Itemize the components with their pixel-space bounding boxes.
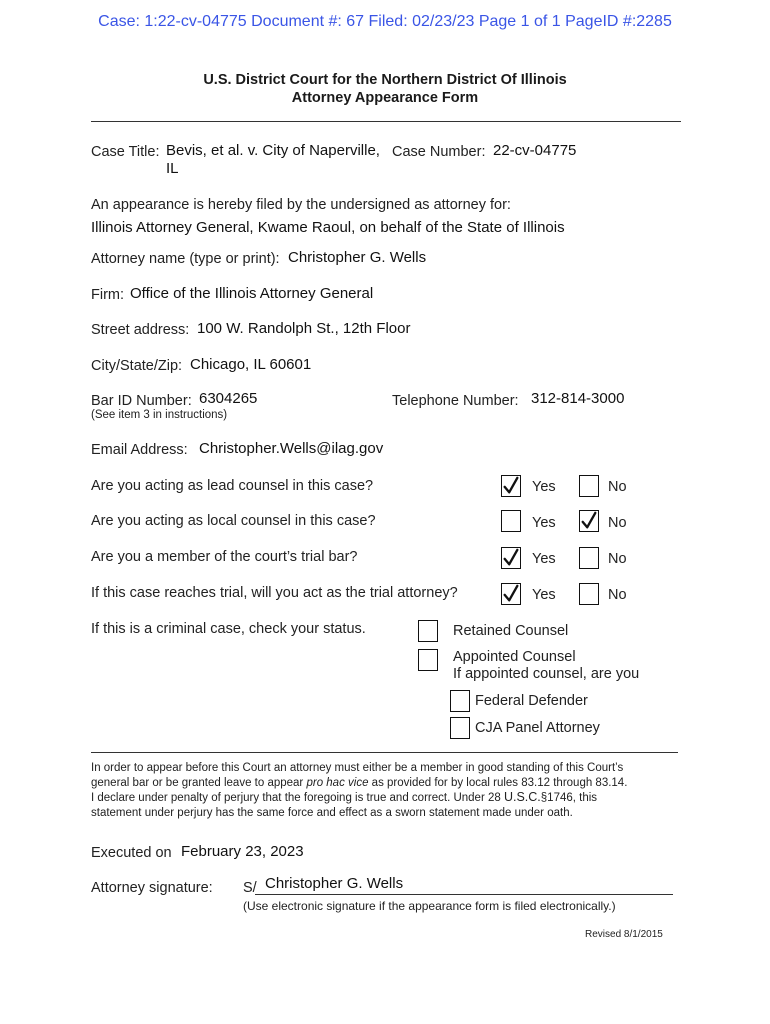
court-name: U.S. District Court for the Northern District Of Illinois <box>203 72 567 88</box>
email-address: Christopher.Wells@ilag.gov <box>199 440 384 457</box>
yes-label: Yes <box>532 551 556 567</box>
no-checkbox[interactable] <box>579 547 599 569</box>
checkmark-icon <box>502 475 520 497</box>
federal-defender-checkbox[interactable] <box>450 690 470 712</box>
yes-checkbox[interactable] <box>501 510 521 532</box>
cja-panel-checkbox[interactable] <box>450 717 470 739</box>
city-label: City/State/Zip: <box>91 358 183 374</box>
filing-stamp: Case: 1:22-cv-04775 Document #: 67 Filed: 02/23/23 Page 1 of 1 PageID #:2285 <box>98 13 672 30</box>
no-label: No <box>608 515 627 531</box>
appearance-intro: An appearance is hereby filed by the undersigned as attorney for: <box>91 197 511 213</box>
checkmark-icon <box>502 547 520 569</box>
usc-code-text: U.S.C. <box>503 790 541 804</box>
signature-prefix: S/ <box>243 880 257 896</box>
cja-panel-label: CJA Panel Attorney <box>475 720 600 736</box>
yes-checkbox[interactable] <box>501 475 521 497</box>
question-text: Are you acting as local counsel in this case? <box>91 513 376 529</box>
notice-divider <box>91 752 678 753</box>
email-label: Email Address: <box>91 442 188 458</box>
checkmark-icon <box>580 510 598 532</box>
no-label: No <box>608 479 627 495</box>
checkmark-icon <box>502 583 520 605</box>
notice-line-1: In order to appear before this Court an attorney must either be a member in good standing of this Court’s <box>91 762 624 774</box>
bar-id-label: Bar ID Number: <box>91 393 192 409</box>
city-state-zip: Chicago, IL 60601 <box>190 356 312 373</box>
case-number-label: Case Number: <box>392 144 486 160</box>
question-text: If this case reaches trial, will you act as the trial attorney? <box>91 585 458 601</box>
header-divider <box>91 121 681 122</box>
notice-line-3: I declare under penalty of perjury that the foregoing is true and correct. Under 28 U.S.C.§1746, this <box>91 790 598 804</box>
retained-counsel-checkbox[interactable] <box>418 620 438 642</box>
telephone-number: 312-814-3000 <box>531 390 625 407</box>
no-checkbox[interactable] <box>579 583 599 605</box>
street-address: 100 W. Randolph St., 12th Floor <box>197 320 411 337</box>
no-label: No <box>608 587 627 603</box>
case-title-line2: IL <box>166 160 179 177</box>
no-checkbox[interactable] <box>579 475 599 497</box>
notice-line-4: statement under perjury has the same force and effect as a sworn statement made under oath. <box>91 806 573 819</box>
firm-label: Firm: <box>91 287 125 303</box>
revised-date: Revised 8/1/2015 <box>585 929 663 940</box>
signature-line <box>255 894 673 895</box>
appointed-counsel-checkbox[interactable] <box>418 649 438 671</box>
yes-label: Yes <box>532 587 556 603</box>
yes-checkbox[interactable] <box>501 583 521 605</box>
appointed-counsel-subtext: If appointed counsel, are you <box>453 666 640 682</box>
bar-id-number: 6304265 <box>199 390 258 407</box>
bar-id-note: (See item 3 in instructions) <box>91 409 228 421</box>
street-label: Street address: <box>91 322 190 338</box>
case-number: 22-cv-04775 <box>493 142 577 159</box>
yes-label: Yes <box>532 515 556 531</box>
execution-date: February 23, 2023 <box>181 843 304 860</box>
federal-defender-label: Federal Defender <box>475 693 588 709</box>
criminal-status-question: If this is a criminal case, check your status. <box>91 621 366 637</box>
firm-name: Office of the Illinois Attorney General <box>130 285 374 302</box>
no-checkbox[interactable] <box>579 510 599 532</box>
signature-label: Attorney signature: <box>91 880 213 896</box>
attorney-name-label: Attorney name (type or print): <box>91 251 280 267</box>
case-title-line1: Bevis, et al. v. City of Naperville, <box>166 142 380 159</box>
pro-hac-vice-text: pro hac vice <box>306 776 369 789</box>
party-represented: Illinois Attorney General, Kwame Raoul, on behalf of the State of Illinois <box>91 219 565 236</box>
question-text: Are you a member of the court’s trial bar? <box>91 549 358 565</box>
form-title: Attorney Appearance Form <box>291 90 479 106</box>
signature-note: (Use electronic signature if the appearance form is filed electronically.) <box>243 899 616 913</box>
attorney-name: Christopher G. Wells <box>288 249 427 266</box>
telephone-label: Telephone Number: <box>392 393 519 409</box>
question-text: Are you acting as lead counsel in this case? <box>91 478 374 494</box>
attorney-signature: Christopher G. Wells <box>265 875 404 892</box>
retained-counsel-label: Retained Counsel <box>453 623 569 639</box>
yes-label: Yes <box>532 479 556 495</box>
case-title-label: Case Title: <box>91 144 160 160</box>
appointed-counsel-label: Appointed Counsel <box>453 649 576 665</box>
notice-line-2: general bar or be granted leave to appear pro hac vice as provided for by local rules 83.12 through 83.14. <box>91 776 628 789</box>
no-label: No <box>608 551 627 567</box>
yes-checkbox[interactable] <box>501 547 521 569</box>
executed-on-label: Executed on <box>91 845 172 861</box>
notice-paragraph <box>91 761 681 820</box>
